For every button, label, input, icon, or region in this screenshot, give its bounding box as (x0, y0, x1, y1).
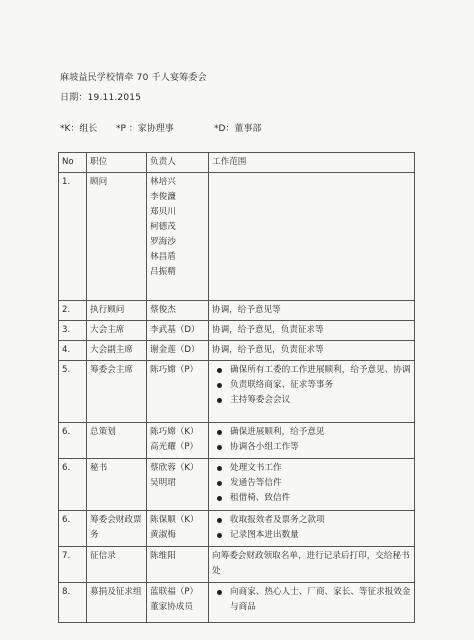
legend-d: *D：董事部 (214, 124, 262, 134)
cell-work (209, 361, 415, 423)
cell-position: 大会主席 (87, 321, 147, 341)
table-row (59, 341, 415, 361)
cell-position: 募捐及征求组 (87, 583, 147, 623)
legend-p: *P ：家协理事 (116, 124, 174, 134)
person-name: 谢金莲（D） (150, 345, 200, 355)
cell-no: 6. (59, 423, 87, 459)
cell-position: 执行顾问 (87, 301, 147, 321)
cell-no: 1. (59, 173, 87, 301)
person-name: 郑贝川 (150, 207, 176, 217)
person-name: 陈巧嫦（P） (150, 365, 199, 375)
cell-no: 4. (59, 341, 87, 361)
cell-no: 6. (59, 459, 87, 511)
table-row (59, 583, 415, 623)
person-name: 陈巧嫦（K） (150, 427, 199, 437)
cell-people (147, 361, 209, 423)
header-work: 工作范围 (209, 153, 415, 173)
person-name: 柯德茂 (150, 222, 176, 232)
work-list (212, 461, 411, 506)
table-row (59, 173, 415, 301)
person-name: 林昌盾 (150, 252, 176, 262)
work-item: 确保所有工委的工作进展顺利，给予意见、协调 (230, 363, 411, 378)
work-list (212, 585, 411, 615)
cell-people (147, 173, 209, 301)
work-item: 发通告等信件 (230, 476, 411, 491)
cell-position: 征信录 (87, 547, 147, 583)
work-item: 负责联络商家、征求等事务 (230, 378, 411, 393)
work-text: 向筹委会财政领取名单，进行记录后打印，交给秘书处 (212, 551, 410, 576)
person-name: 李俊濂 (150, 192, 176, 202)
table-header-row (59, 153, 415, 173)
work-item: 收取报效者及票务之款项 (230, 513, 411, 528)
table-row (59, 361, 415, 423)
table-row (59, 511, 415, 547)
cell-position: 大会副主席 (87, 341, 147, 361)
person-name: 吴明珺 (150, 478, 176, 488)
person-name: 黄淑梅 (150, 530, 176, 540)
cell-position: 总策划 (87, 423, 147, 459)
work-list (212, 513, 411, 543)
cell-people (147, 583, 209, 623)
person-name: 董家协成员 (150, 602, 193, 612)
header-no: No (59, 153, 87, 173)
cell-work (209, 459, 415, 511)
document-title: 麻坡益民学校情牵 70 千人宴筹委会 (60, 73, 207, 83)
cell-people (147, 321, 209, 341)
table-row (59, 423, 415, 459)
cell-no: 5. (59, 361, 87, 423)
cell-position: 秘书 (87, 459, 147, 511)
cell-no: 6. (59, 511, 87, 547)
work-text: 协调，给予意见等 (212, 305, 281, 315)
cell-work (209, 511, 415, 547)
header-position: 职位 (87, 153, 147, 173)
work-item: 租借椅、致信件 (230, 491, 411, 506)
table-row (59, 459, 415, 511)
person-name: 李武基（D） (150, 325, 200, 335)
work-item: 确保进展顺利，给予意见 (230, 425, 411, 440)
cell-people (147, 511, 209, 547)
cell-position: 顾问 (87, 173, 147, 301)
cell-position: 筹委会财政票务 (87, 511, 147, 547)
person-name: 林培兴 (150, 177, 176, 187)
cell-people (147, 341, 209, 361)
cell-work (209, 547, 415, 583)
work-item: 主持筹委会会议 (230, 393, 411, 408)
person-name: 蔡欣蓉（K） (150, 463, 199, 473)
document-date: 日期：19.11.2015 (60, 93, 142, 103)
work-item: 协调各小组工作等 (230, 440, 411, 455)
table-body (59, 173, 415, 623)
cell-no: 8. (59, 583, 87, 623)
cell-work (209, 301, 415, 321)
committee-table (58, 152, 415, 623)
work-item: 处理文书工作 (230, 461, 411, 476)
cell-people (147, 547, 209, 583)
person-name: 罗海沙 (150, 237, 176, 247)
table-row (59, 301, 415, 321)
person-name: 陈保顺（K） (150, 515, 199, 525)
table-row (59, 547, 415, 583)
cell-work (209, 173, 415, 301)
cell-no: 2. (59, 301, 87, 321)
cell-work (209, 321, 415, 341)
cell-position: 筹委会主席 (87, 361, 147, 423)
cell-people (147, 459, 209, 511)
cell-no: 3. (59, 321, 87, 341)
work-item: 向商家、热心人士、厂商、家长、等征求报效金与商品 (230, 585, 411, 615)
cell-work (209, 341, 415, 361)
cell-work (209, 583, 415, 623)
work-item: 记录图本进出数量 (230, 528, 411, 543)
work-list (212, 425, 411, 455)
person-name: 蓝联福（P） (150, 587, 199, 597)
cell-work (209, 423, 415, 459)
work-text: 协调，给予意见，负责征求等 (212, 345, 324, 355)
table-row (59, 321, 415, 341)
person-name: 陈维阳 (150, 551, 176, 561)
person-name: 蔡俊杰 (150, 305, 176, 315)
work-list (212, 363, 411, 408)
person-name: 吕振精 (150, 267, 176, 277)
person-name: 高光耀（P） (150, 442, 199, 452)
legend-k: *K：组长 (60, 124, 98, 134)
header-people: 负责人 (147, 153, 209, 173)
work-text: 协调，给予意见，负责征求等 (212, 325, 324, 335)
cell-no: 7. (59, 547, 87, 583)
cell-people (147, 301, 209, 321)
cell-people (147, 423, 209, 459)
